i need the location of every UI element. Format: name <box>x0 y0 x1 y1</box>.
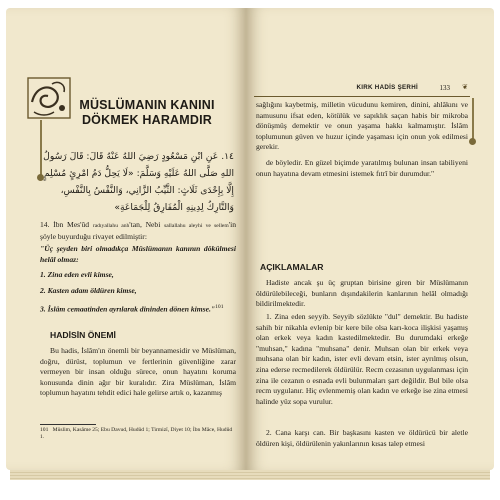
hadith-quote: "Üç şeyden biri olmadıkça Müslümanın kanının dökülmesi helâl olmaz: <box>40 244 236 264</box>
footnote-text: Müslim, Kasâme 25; Ebu Davud, Hudûd 1; Tirmizî, Diyet 10; İbn Mâce, Hudûd 1. <box>40 427 233 441</box>
body-paragraph-1: sağlığını kaybetmiş, milletin vücudunu kemiren, dinini, ahlâkını ve namusunu ifsat eden, kötülük ve sapıklık saçan habis bir mikroba dönüşmüş demektir ve onun yaşama hakkı kalmamıştır. İslâm toplumunun güven ve huzur içinde yaşaması için onun yok edilmesi gerekir. <box>256 100 468 152</box>
intro-text-c: 'tan, Nebi <box>129 220 165 229</box>
section-heading-explanations: AÇIKLAMALAR <box>260 262 324 272</box>
intro-text-e: 'in şöyle buyurduğu rivayet edilmiştir: <box>40 220 236 241</box>
hadith-arabic-text: ١٤. عَنِ ابْنِ مَسْعُودٍ رَضِيَ اللهُ عَنْهُ قَالَ: قَالَ رَسُولُ اللهِ صَلَّى اللهُ عَلَيْهِ وَسَلَّمَ: «لَا يَحِلُّ دَمُ امْرِئٍ مُسْلِمٍ إِلَّا بِإِحْدَى ثَلَاثٍ: الثَّيِّبُ الزَّانِي، وَالنَّفْسُ بِالنَّفْسِ، وَالتَّارِكُ لِدِينِهِ الْمُفَارِقُ لِلْجَمَاعَةِ» <box>43 151 234 213</box>
body-paragraph-5: 2. Cana karşı can. Bir başkasını kasten ve öldürücü bir aletle öldüren kişi, öldürülenin yakınlarının kısas talep etmesi <box>256 428 468 448</box>
open-book <box>0 8 500 494</box>
ornament-vertical-rule-right <box>472 98 474 140</box>
hadith-item-3 <box>40 302 236 315</box>
body-paragraph-3: Hadiste ancak şu üç gruptan birisine giren bir Müslümanın öldürülebileceği, bunların dışındakilerin kanlarının helâl olmadığı bildirilmektedir. <box>256 278 468 309</box>
page-edges-right <box>246 470 490 480</box>
footnote-ref: 101 <box>215 304 224 310</box>
left-page <box>6 8 246 470</box>
hadith-item-1: 1. Zina eden evli kimse, <box>40 270 114 279</box>
body-paragraph: Bu hadis, İslâm'ın önemli bir beyannamesidir ve Müslüman, doğru, dürüst, toplumun ve fertlerinin güvenliğine zarar vermeyen bir insan olduğu sürece, onun hayatını koruma konusunda dinin ağır bir kuralıdır. Zira Müslüman, İslâm toplumun hayatını tehdit edici hale gelirse artık o, kazanmış <box>40 346 236 398</box>
running-title: KIRK HADİS ŞERHİ <box>356 84 418 91</box>
chapter-title-line1: MÜSLÜMANIN KANINI <box>79 98 215 112</box>
intro-honorific-1: radıyallahu anh <box>92 223 130 229</box>
page-number: 133 <box>439 84 450 92</box>
running-header <box>254 84 470 97</box>
page-edges-left <box>10 470 246 480</box>
intro-honorific-2: sallallahu aleyhi ve sellem <box>164 223 229 229</box>
footnote-number: 101 <box>40 427 49 433</box>
right-page <box>246 8 494 470</box>
hadith-intro <box>40 220 236 242</box>
hadith-item-3-text: 3. İslâm cemaatinden ayrılarak dininden dönen kimse." <box>40 304 216 314</box>
body-paragraph-4: 1. Zina eden seyyib. Seyyib sözlükte "dul" demektir. Bu hadiste sahih bir nikahla evlenip bir kere bile olsa karı-koca ilişkisi yaşamış olan erkek veya kadın kastedilmektedir. Bu durumdaki erkeğe "muhsan," kadına "muhsana" denir. Muhsan olan bir erkek veya muhsana olan bir kadın, ister evli devam etsin, ister ayrılmış olsun, zina ederse recmedilerek öldürülür. Recm cezasının uygulanması için zina ile cezanın o esnada evli bulunmaları şart değildir. Bul bile olsa recm uygulanır. Hiç evlenmemiş olan kadın ve erkeğe ise zina etmesi halinde yüz sopa vurulur. <box>256 312 468 406</box>
ornament-dot-right <box>469 138 476 145</box>
footnote <box>40 427 236 442</box>
footnote-rule <box>40 424 96 425</box>
section-heading-importance: HADİSİN ÖNEMİ <box>50 330 116 340</box>
chapter-title-line2: DÖKMEK HARAMDIR <box>81 113 213 127</box>
intro-text-a: 14. İbn Mes'ûd <box>40 220 93 229</box>
chapter-title <box>66 98 228 128</box>
hadith-item-2: 2. Kasten adam öldüren kimse, <box>40 286 137 295</box>
body-paragraph-2: de böyledir. En güzel biçimde yaratılmış bulunan insan tabiliyeni onun hayatına devam etmesini istemek fıtrî bir durumdur." <box>256 158 468 178</box>
header-flourish-icon: ❦ <box>462 83 468 91</box>
